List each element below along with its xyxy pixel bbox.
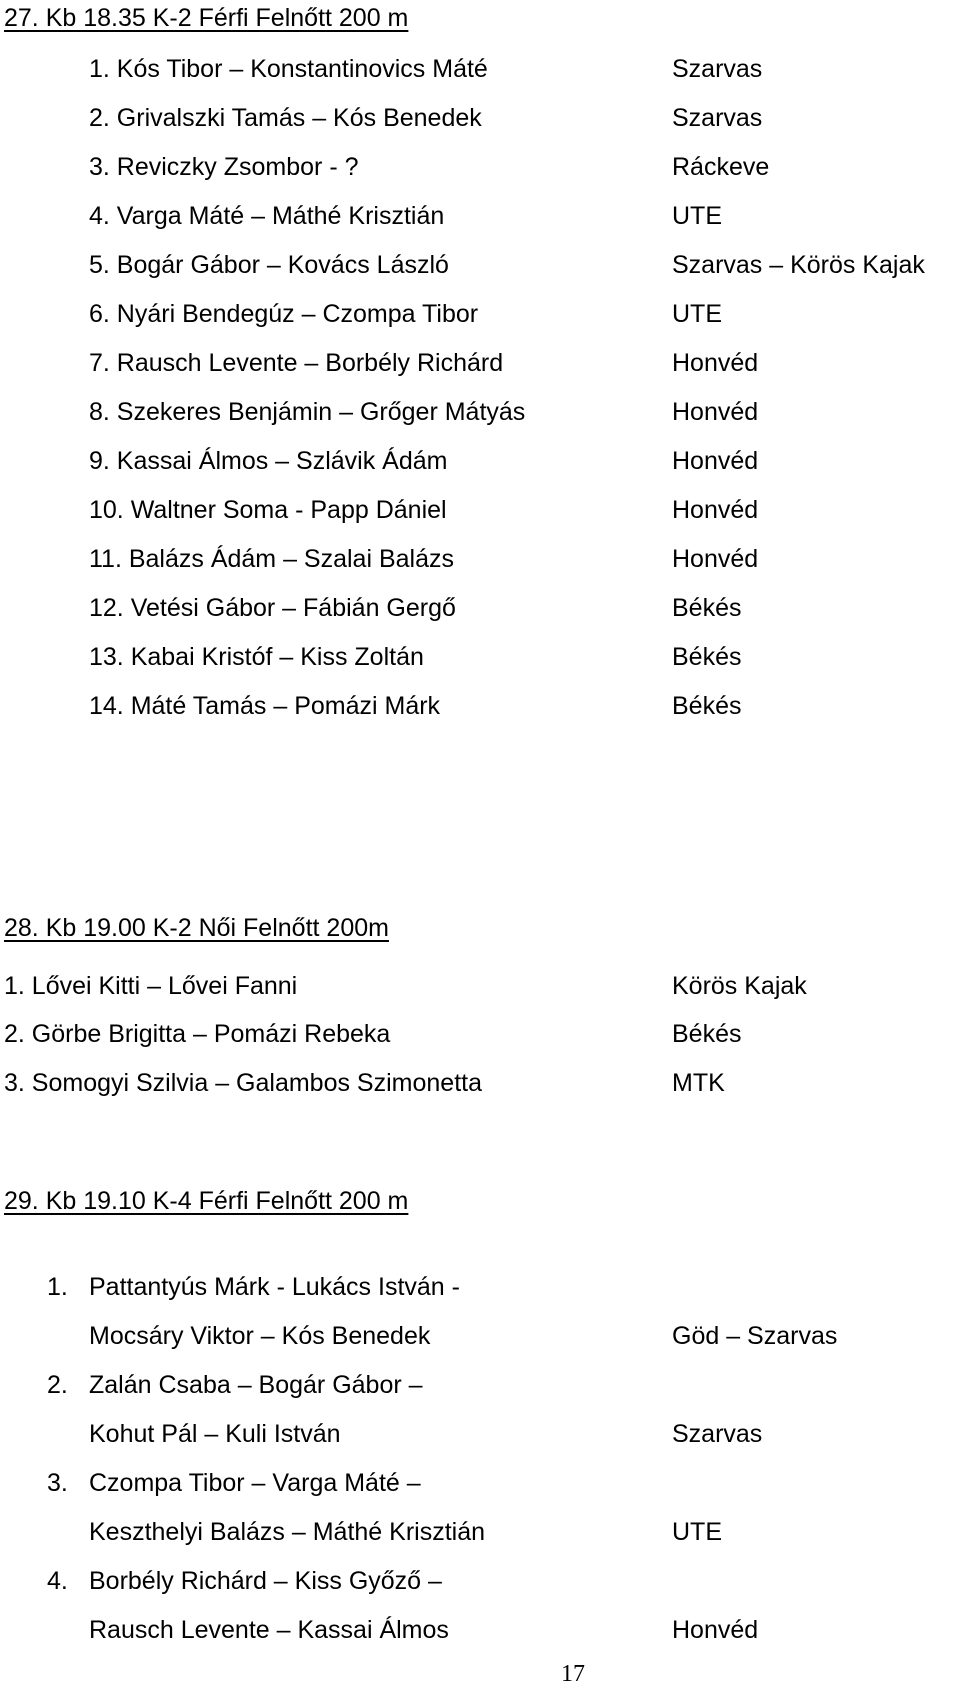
result-club: Szarvas [672, 1420, 763, 1448]
result-club: UTE [672, 202, 722, 230]
result-name: 12. Vetési Gábor – Fábián Gergő [89, 594, 456, 622]
result-name: 1. Kós Tibor – Konstantinovics Máté [89, 55, 488, 83]
result-name: 4. Varga Máté – Máthé Krisztián [89, 202, 445, 230]
result-club: Szarvas [672, 104, 763, 132]
result-name-line: Keszthelyi Balázs – Máthé Krisztián [89, 1518, 486, 1546]
section-heading-29: 29. Kb 19.10 K-4 Férfi Felnőtt 200 m [4, 1187, 409, 1215]
result-club: Szarvas [672, 55, 763, 83]
result-club: Honvéd [672, 1616, 759, 1644]
page-number: 17 [561, 1661, 585, 1687]
result-name: 3. Reviczky Zsombor - ? [89, 153, 359, 181]
result-name: 2. Grivalszki Tamás – Kós Benedek [89, 104, 482, 132]
result-number: 3. [47, 1469, 68, 1497]
result-name-line: Borbély Richárd – Kiss Győző – [89, 1567, 442, 1595]
result-number: 1. [47, 1273, 68, 1301]
result-club: Békés [672, 594, 742, 622]
result-club: MTK [672, 1069, 725, 1097]
result-name: 11. Balázs Ádám – Szalai Balázs [89, 545, 455, 573]
result-name-line: Rausch Levente – Kassai Álmos [89, 1616, 449, 1644]
result-club: Honvéd [672, 398, 759, 426]
result-name: 14. Máté Tamás – Pomázi Márk [89, 692, 441, 720]
result-club: UTE [672, 300, 722, 328]
result-club: Békés [672, 643, 742, 671]
result-name: 1. Lővei Kitti – Lővei Fanni [4, 972, 298, 1000]
result-name: 9. Kassai Álmos – Szlávik Ádám [89, 447, 448, 475]
section-heading-27: 27. Kb 18.35 K-2 Férfi Felnőtt 200 m [4, 4, 409, 32]
result-name: 2. Görbe Brigitta – Pomázi Rebeka [4, 1020, 391, 1048]
result-club: Göd – Szarvas [672, 1322, 838, 1350]
result-club: Szarvas – Körös Kajak [672, 251, 925, 279]
result-number: 4. [47, 1567, 68, 1595]
section-heading-28: 28. Kb 19.00 K-2 Női Felnőtt 200m [4, 914, 389, 942]
result-name: 13. Kabai Kristóf – Kiss Zoltán [89, 643, 424, 671]
result-club: Honvéd [672, 545, 759, 573]
result-name: 7. Rausch Levente – Borbély Richárd [89, 349, 504, 377]
result-name: 3. Somogyi Szilvia – Galambos Szimonetta [4, 1069, 482, 1097]
result-club: Honvéd [672, 447, 759, 475]
result-name-line: Zalán Csaba – Bogár Gábor – [89, 1371, 423, 1399]
result-name-line: Pattantyús Márk - Lukács István - [89, 1273, 460, 1301]
result-name-line: Czompa Tibor – Varga Máté – [89, 1469, 421, 1497]
result-name: 6. Nyári Bendegúz – Czompa Tibor [89, 300, 479, 328]
result-name-line: Mocsáry Viktor – Kós Benedek [89, 1322, 431, 1350]
result-club: UTE [672, 1518, 722, 1546]
result-name: 10. Waltner Soma - Papp Dániel [89, 496, 447, 524]
result-club: Ráckeve [672, 153, 770, 181]
result-club: Honvéd [672, 349, 759, 377]
result-name: 5. Bogár Gábor – Kovács László [89, 251, 449, 279]
result-name: 8. Szekeres Benjámin – Grőger Mátyás [89, 398, 526, 426]
result-club: Honvéd [672, 496, 759, 524]
result-club: Békés [672, 1020, 742, 1048]
result-number: 2. [47, 1371, 68, 1399]
result-club: Békés [672, 692, 742, 720]
result-club: Körös Kajak [672, 972, 807, 1000]
result-name-line: Kohut Pál – Kuli István [89, 1420, 341, 1448]
